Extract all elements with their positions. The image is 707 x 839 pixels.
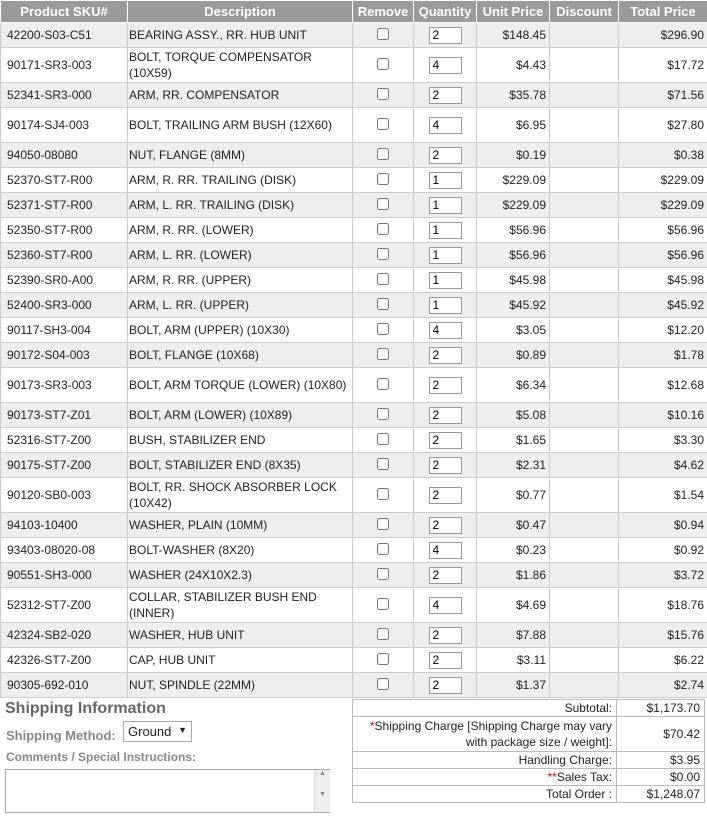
discount [550,108,619,143]
quantity-cell [414,108,477,143]
table-row [1,218,707,243]
handling-charge-label: Handling Charge: [353,752,617,769]
discount [550,83,619,108]
remove-checkbox[interactable] [377,628,389,640]
discount [550,343,619,368]
total-price: $45.98 [619,268,707,293]
discount [550,563,619,588]
header-remove: Remove [353,1,414,23]
quantity-input[interactable] [429,652,462,669]
shipping-charge-marker: * [369,719,375,733]
quantity-cell [414,428,477,453]
remove-checkbox[interactable] [377,408,389,420]
quantity-cell [414,243,477,268]
product-sku: 90174-SJ4-003 [1,108,128,143]
quantity-cell [414,23,477,48]
product-description: BOLT, TORQUE COMPENSATOR (10X59) [128,48,353,83]
total-price: $12.20 [619,318,707,343]
subtotal-value: $1,173.70 [617,700,705,717]
remove-cell [353,623,414,648]
unit-price: $1.86 [477,563,550,588]
handling-charge-value: $3.95 [617,752,705,769]
quantity-input[interactable] [429,567,462,584]
product-sku: 90551-SH3-000 [1,563,128,588]
product-sku: 90117-SH3-004 [1,318,128,343]
remove-cell [353,108,414,143]
discount [550,588,619,623]
unit-price: $1.65 [477,428,550,453]
total-price: $15.76 [619,623,707,648]
quantity-cell [414,318,477,343]
shipping-method-label: Shipping Method: [6,728,116,743]
table-row [1,513,707,538]
total-price: $3.72 [619,563,707,588]
discount [550,428,619,453]
remove-checkbox[interactable] [377,58,389,70]
table-row [1,623,707,648]
table-row [1,108,707,143]
quantity-input[interactable] [429,247,462,264]
remove-checkbox[interactable] [377,88,389,100]
total-price: $1.54 [619,478,707,513]
quantity-cell [414,673,477,698]
quantity-input[interactable] [429,222,462,239]
total-price: $45.92 [619,293,707,318]
unit-price: $56.96 [477,243,550,268]
product-description: NUT, SPINDLE (22MM) [128,673,353,698]
quantity-input[interactable] [429,27,462,44]
quantity-input[interactable] [429,117,462,134]
total-price: $1.78 [619,343,707,368]
remove-checkbox[interactable] [377,148,389,160]
remove-checkbox[interactable] [377,653,389,665]
remove-cell [353,23,414,48]
discount [550,218,619,243]
quantity-cell [414,218,477,243]
product-sku: 90120-SB0-003 [1,478,128,513]
cart-body [1,23,707,698]
shipping-information [0,698,350,816]
quantity-cell [414,293,477,318]
quantity-cell [414,168,477,193]
product-description: BOLT, FLANGE (10X68) [128,343,353,368]
remove-checkbox[interactable] [377,273,389,285]
remove-checkbox[interactable] [377,433,389,445]
remove-cell [353,428,414,453]
remove-cell [353,48,414,83]
product-description: BOLT, TRAILING ARM BUSH (12X60) [128,108,353,143]
quantity-input[interactable] [429,457,462,474]
product-sku: 42200-S03-C51 [1,23,128,48]
quantity-cell [414,513,477,538]
remove-cell [353,538,414,563]
remove-cell [353,143,414,168]
discount [550,268,619,293]
discount [550,193,619,218]
remove-checkbox[interactable] [377,248,389,260]
quantity-input[interactable] [429,172,462,189]
discount [550,648,619,673]
unit-price: $4.69 [477,588,550,623]
table-row [1,23,707,48]
shipping-charge-label [353,717,617,752]
discount [550,513,619,538]
quantity-cell [414,403,477,428]
quantity-cell [414,588,477,623]
product-sku: 90173-ST7-Z01 [1,403,128,428]
remove-cell [353,648,414,673]
product-sku: 52350-ST7-R00 [1,218,128,243]
remove-cell [353,563,414,588]
unit-price: $3.11 [477,648,550,673]
chevron-down-icon: ▼ [178,725,187,735]
remove-cell [353,293,414,318]
remove-cell [353,168,414,193]
remove-checkbox[interactable] [377,198,389,210]
quantity-input[interactable] [429,597,462,614]
quantity-input[interactable] [429,297,462,314]
comments-label: Comments / Special Instructions: [6,750,197,764]
product-description: ARM, RR. COMPENSATOR [128,83,353,108]
quantity-cell [414,453,477,478]
quantity-cell [414,343,477,368]
product-sku: 52312-ST7-Z00 [1,588,128,623]
quantity-input[interactable] [429,377,462,394]
remove-checkbox[interactable] [377,118,389,130]
table-row [1,403,707,428]
quantity-input[interactable] [429,432,462,449]
product-sku: 52316-ST7-Z00 [1,428,128,453]
comments-textarea[interactable] [5,769,330,813]
unit-price: $45.98 [477,268,550,293]
product-sku: 42326-ST7-Z00 [1,648,128,673]
quantity-cell [414,563,477,588]
remove-cell [353,513,414,538]
product-sku: 90175-ST7-Z00 [1,453,128,478]
remove-cell [353,478,414,513]
discount [550,623,619,648]
product-description: BUSH, STABILIZER END [128,428,353,453]
unit-price: $229.09 [477,168,550,193]
shipping-charge-value: $70.42 [617,717,705,752]
product-sku: 52370-ST7-R00 [1,168,128,193]
sales-tax-value: $0.00 [617,769,705,786]
unit-price: $148.45 [477,23,550,48]
shipping-method-value: Ground [128,724,172,739]
quantity-input[interactable] [429,487,462,504]
remove-checkbox[interactable] [377,488,389,500]
product-description: BOLT, RR. SHOCK ABSORBER LOCK (10X42) [128,478,353,513]
quantity-cell [414,48,477,83]
total-price: $229.09 [619,193,707,218]
quantity-input[interactable] [429,147,462,164]
remove-checkbox[interactable] [377,568,389,580]
product-description: ARM, R. RR. (LOWER) [128,218,353,243]
remove-checkbox[interactable] [377,173,389,185]
remove-checkbox[interactable] [377,598,389,610]
total-price: $296.90 [619,23,707,48]
quantity-cell [414,193,477,218]
product-sku: 52341-SR3-000 [1,83,128,108]
remove-cell [353,268,414,293]
product-description: BOLT, ARM (LOWER) (10X89) [128,403,353,428]
quantity-cell [414,478,477,513]
product-description: ARM, R. RR. (UPPER) [128,268,353,293]
shipping-method-select[interactable] [123,721,192,742]
total-order-value: $1,248.07 [617,786,705,803]
quantity-input[interactable] [429,627,462,644]
discount [550,478,619,513]
unit-price: $0.23 [477,538,550,563]
remove-cell [353,83,414,108]
table-row [1,193,707,218]
table-row [1,143,707,168]
remove-checkbox[interactable] [377,28,389,40]
total-price: $10.16 [619,403,707,428]
unit-price: $56.96 [477,218,550,243]
product-description: BOLT, ARM (UPPER) (10X30) [128,318,353,343]
total-price: $56.96 [619,243,707,268]
remove-checkbox[interactable] [377,543,389,555]
table-row [1,478,707,513]
remove-cell [353,453,414,478]
discount [550,538,619,563]
table-row [1,368,707,403]
unit-price: $0.19 [477,143,550,168]
product-sku: 90305-692-010 [1,673,128,698]
unit-price: $45.92 [477,293,550,318]
cart-header-row [1,1,707,23]
unit-price: $35.78 [477,83,550,108]
remove-checkbox[interactable] [377,223,389,235]
product-sku: 90173-SR3-003 [1,368,128,403]
remove-cell [353,218,414,243]
shipping-charge-label-text: Shipping Charge [Shipping Charge may vary with package size / weight]: [374,719,612,749]
quantity-input[interactable] [429,517,462,534]
remove-checkbox[interactable] [377,323,389,335]
discount [550,143,619,168]
product-description: ARM, L. RR. (UPPER) [128,293,353,318]
total-price: $27.80 [619,108,707,143]
remove-checkbox[interactable] [377,518,389,530]
header-sku: Product SKU# [1,1,128,23]
shipping-title: Shipping Information [5,700,166,717]
remove-checkbox[interactable] [377,298,389,310]
discount [550,293,619,318]
unit-price: $1.37 [477,673,550,698]
product-sku: 93403-08020-08 [1,538,128,563]
product-sku: 52360-ST7-R00 [1,243,128,268]
unit-price: $6.95 [477,108,550,143]
discount [550,403,619,428]
table-row [1,168,707,193]
product-description: WASHER, HUB UNIT [128,623,353,648]
quantity-input[interactable] [429,322,462,339]
sales-tax-label-text: Sales Tax: [556,770,612,784]
remove-cell [353,403,414,428]
table-row [1,318,707,343]
table-row [1,48,707,83]
sales-tax-marker: ** [547,770,557,784]
product-sku: 52371-ST7-R00 [1,193,128,218]
unit-price: $229.09 [477,193,550,218]
total-order-label: Total Order : [353,786,617,803]
product-sku: 94103-10400 [1,513,128,538]
quantity-cell [414,538,477,563]
discount [550,453,619,478]
comments-scrollbar[interactable]: ▲ ▼ [314,770,330,812]
quantity-cell [414,648,477,673]
total-price: $0.94 [619,513,707,538]
unit-price: $6.34 [477,368,550,403]
total-price: $18.76 [619,588,707,623]
total-price: $71.56 [619,83,707,108]
table-row [1,563,707,588]
quantity-input[interactable] [429,542,462,559]
remove-cell [353,193,414,218]
unit-price: $4.43 [477,48,550,83]
unit-price: $0.47 [477,513,550,538]
remove-checkbox[interactable] [377,348,389,360]
total-price: $17.72 [619,48,707,83]
remove-checkbox[interactable] [377,458,389,470]
order-totals [352,699,705,803]
product-sku: 90172-S04-003 [1,343,128,368]
quantity-cell [414,83,477,108]
product-description: BOLT, ARM TORQUE (LOWER) (10X80) [128,368,353,403]
table-row [1,453,707,478]
product-description: CAP, HUB UNIT [128,648,353,673]
header-discount: Discount [550,1,619,23]
product-description: BOLT-WASHER (8X20) [128,538,353,563]
total-price: $3.30 [619,428,707,453]
discount [550,243,619,268]
table-row [1,243,707,268]
product-description: BEARING ASSY., RR. HUB UNIT [128,23,353,48]
quantity-input[interactable] [429,407,462,424]
quantity-input[interactable] [429,87,462,104]
remove-checkbox[interactable] [377,378,389,390]
quantity-cell [414,368,477,403]
product-sku: 42324-SB2-020 [1,623,128,648]
unit-price: $0.89 [477,343,550,368]
unit-price: $7.88 [477,623,550,648]
table-row [1,293,707,318]
header-total-price: Total Price [619,1,707,23]
discount [550,673,619,698]
product-description: ARM, L. RR. TRAILING (DISK) [128,193,353,218]
subtotal-label: Subtotal: [353,700,617,717]
quantity-input[interactable] [429,347,462,364]
remove-cell [353,673,414,698]
unit-price: $0.77 [477,478,550,513]
quantity-cell [414,268,477,293]
quantity-cell [414,143,477,168]
unit-price: $5.08 [477,403,550,428]
discount [550,168,619,193]
total-price: $229.09 [619,168,707,193]
product-sku: 52390-SR0-A00 [1,268,128,293]
total-price: $4.62 [619,453,707,478]
total-price: $56.96 [619,218,707,243]
unit-price: $3.05 [477,318,550,343]
quantity-input[interactable] [429,57,462,74]
header-unit-price: Unit Price [477,1,550,23]
remove-cell [353,368,414,403]
discount [550,318,619,343]
table-row [1,648,707,673]
product-description: NUT, FLANGE (8MM) [128,143,353,168]
table-row [1,268,707,293]
product-sku: 94050-08080 [1,143,128,168]
product-description: WASHER (24X10X2.3) [128,563,353,588]
quantity-input[interactable] [429,677,462,694]
table-row [1,83,707,108]
product-sku: 52400-SR3-000 [1,293,128,318]
product-description: COLLAR, STABILIZER BUSH END (INNER) [128,588,353,623]
sales-tax-label [353,769,617,786]
table-row [1,538,707,563]
table-row [1,588,707,623]
remove-cell [353,318,414,343]
table-row [1,343,707,368]
total-price: $6.22 [619,648,707,673]
table-row [1,673,707,698]
quantity-input[interactable] [429,272,462,289]
remove-cell [353,243,414,268]
product-description: BOLT, STABILIZER END (8X35) [128,453,353,478]
remove-checkbox[interactable] [377,678,389,690]
table-row [1,428,707,453]
discount [550,368,619,403]
product-sku: 90171-SR3-003 [1,48,128,83]
product-description: WASHER, PLAIN (10MM) [128,513,353,538]
total-price: $0.92 [619,538,707,563]
quantity-cell [414,623,477,648]
quantity-input[interactable] [429,197,462,214]
discount [550,48,619,83]
product-description: ARM, L. RR. (LOWER) [128,243,353,268]
order-footer [0,698,707,816]
product-description: ARM, R. RR. TRAILING (DISK) [128,168,353,193]
header-description: Description [128,1,353,23]
header-quantity: Quantity [414,1,477,23]
unit-price: $2.31 [477,453,550,478]
remove-cell [353,588,414,623]
remove-cell [353,343,414,368]
total-price: $0.38 [619,143,707,168]
discount [550,23,619,48]
total-price: $12.68 [619,368,707,403]
total-price: $2.74 [619,673,707,698]
